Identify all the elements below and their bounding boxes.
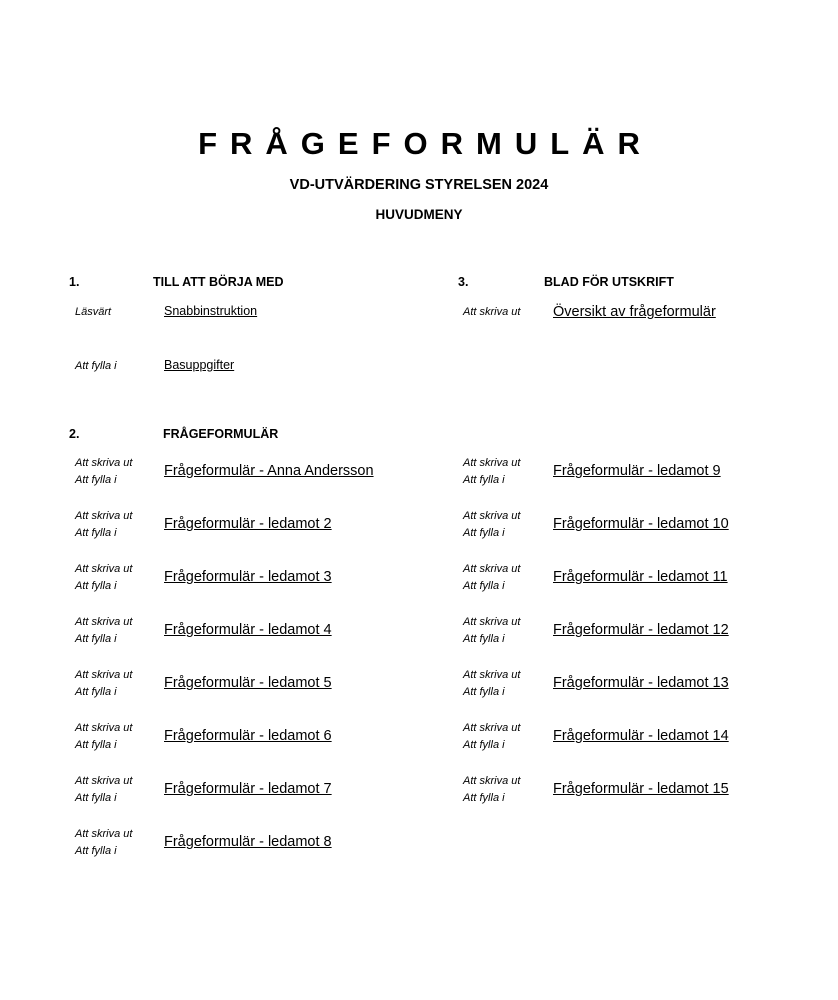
section-2-number: 2. <box>69 427 80 441</box>
row-notes <box>75 455 132 489</box>
row-notes <box>75 508 132 542</box>
row-notes <box>75 614 132 648</box>
questionnaire-link[interactable]: Frågeformulär - ledamot 8 <box>164 834 332 850</box>
note-print: Att skriva ut <box>463 616 521 628</box>
row-notes <box>463 773 520 807</box>
note-fill: Att fylla i <box>463 527 505 539</box>
menu-heading: HUVUDMENY <box>375 207 463 222</box>
note-fill: Att fylla i <box>75 739 117 751</box>
note-fill: Att fylla i <box>463 792 505 804</box>
note-fill: Att fylla i <box>75 527 117 539</box>
note-fill: Att fylla i <box>463 739 505 751</box>
row-notes <box>463 614 520 648</box>
questionnaire-link[interactable]: Frågeformulär - ledamot 11 <box>553 569 728 585</box>
row-notes <box>463 561 520 595</box>
note-print: Att skriva ut <box>75 722 133 734</box>
questionnaire-link[interactable]: Frågeformulär - Anna Andersson <box>164 463 374 479</box>
note-print: Att skriva ut <box>463 669 521 681</box>
page-subtitle: VD-UTVÄRDERING STYRELSEN 2024 <box>289 177 549 193</box>
note-fill: Att fylla i <box>463 474 505 486</box>
row-notes <box>463 720 520 754</box>
row-note: Läsvärt <box>75 306 112 318</box>
note-print: Att skriva ut <box>463 775 521 787</box>
questionnaire-link[interactable]: Frågeformulär - ledamot 14 <box>553 728 729 744</box>
row-notes <box>463 455 520 489</box>
row-note: Att fylla i <box>75 360 117 372</box>
row-notes <box>75 667 132 701</box>
questionnaire-link[interactable]: Frågeformulär - ledamot 12 <box>553 622 729 638</box>
row-notes <box>463 667 520 701</box>
note-print: Att skriva ut <box>75 775 133 787</box>
questionnaire-link[interactable]: Frågeformulär - ledamot 3 <box>164 569 332 585</box>
note-print: Att skriva ut <box>463 510 521 522</box>
note-print: Att skriva ut <box>463 563 521 575</box>
section-3-number: 3. <box>458 275 469 289</box>
note-print: Att skriva ut <box>75 457 133 469</box>
note-print: Att skriva ut <box>75 616 133 628</box>
note-print: Att skriva ut <box>75 828 133 840</box>
note-print: Att skriva ut <box>75 669 133 681</box>
note-fill: Att fylla i <box>75 580 117 592</box>
note-fill: Att fylla i <box>75 686 117 698</box>
questionnaire-link[interactable]: Frågeformulär - ledamot 6 <box>164 728 332 744</box>
questionnaire-link[interactable]: Frågeformulär - ledamot 4 <box>164 622 332 638</box>
row-notes <box>75 720 132 754</box>
note-print: Att skriva ut <box>463 722 521 734</box>
note-print: Att skriva ut <box>463 457 521 469</box>
note-fill: Att fylla i <box>463 686 505 698</box>
row-notes <box>75 561 132 595</box>
row-notes <box>75 826 132 860</box>
questionnaire-link[interactable]: Frågeformulär - ledamot 5 <box>164 675 332 691</box>
note-fill: Att fylla i <box>75 633 117 645</box>
note-fill: Att fylla i <box>75 792 117 804</box>
row-note: Att skriva ut <box>463 306 521 318</box>
row-notes <box>463 508 520 542</box>
section-3-title: BLAD FÖR UTSKRIFT <box>544 275 674 289</box>
basuppgifter-link[interactable]: Basuppgifter <box>164 358 235 372</box>
questionnaire-link[interactable]: Frågeformulär - ledamot 13 <box>553 675 729 691</box>
note-fill: Att fylla i <box>463 580 505 592</box>
page-title: FRÅGEFORMULÄR <box>198 126 653 161</box>
oversikt-link[interactable]: Översikt av frågeformulär <box>553 304 716 320</box>
row-notes <box>75 773 132 807</box>
questionnaire-link[interactable]: Frågeformulär - ledamot 7 <box>164 781 332 797</box>
note-fill: Att fylla i <box>75 845 117 857</box>
section-2-title: FRÅGEFORMULÄR <box>163 427 279 441</box>
note-print: Att skriva ut <box>75 510 133 522</box>
questionnaire-link[interactable]: Frågeformulär - ledamot 2 <box>164 516 332 532</box>
snabbinstruktion-link[interactable]: Snabbinstruktion <box>164 304 258 318</box>
questionnaire-link[interactable]: Frågeformulär - ledamot 9 <box>553 463 721 479</box>
section-1-number: 1. <box>69 275 80 289</box>
note-fill: Att fylla i <box>75 474 117 486</box>
questionnaire-link[interactable]: Frågeformulär - ledamot 10 <box>553 516 729 532</box>
section-1-title: TILL ATT BÖRJA MED <box>153 275 284 289</box>
questionnaire-link[interactable]: Frågeformulär - ledamot 15 <box>553 781 729 797</box>
note-fill: Att fylla i <box>463 633 505 645</box>
note-print: Att skriva ut <box>75 563 133 575</box>
